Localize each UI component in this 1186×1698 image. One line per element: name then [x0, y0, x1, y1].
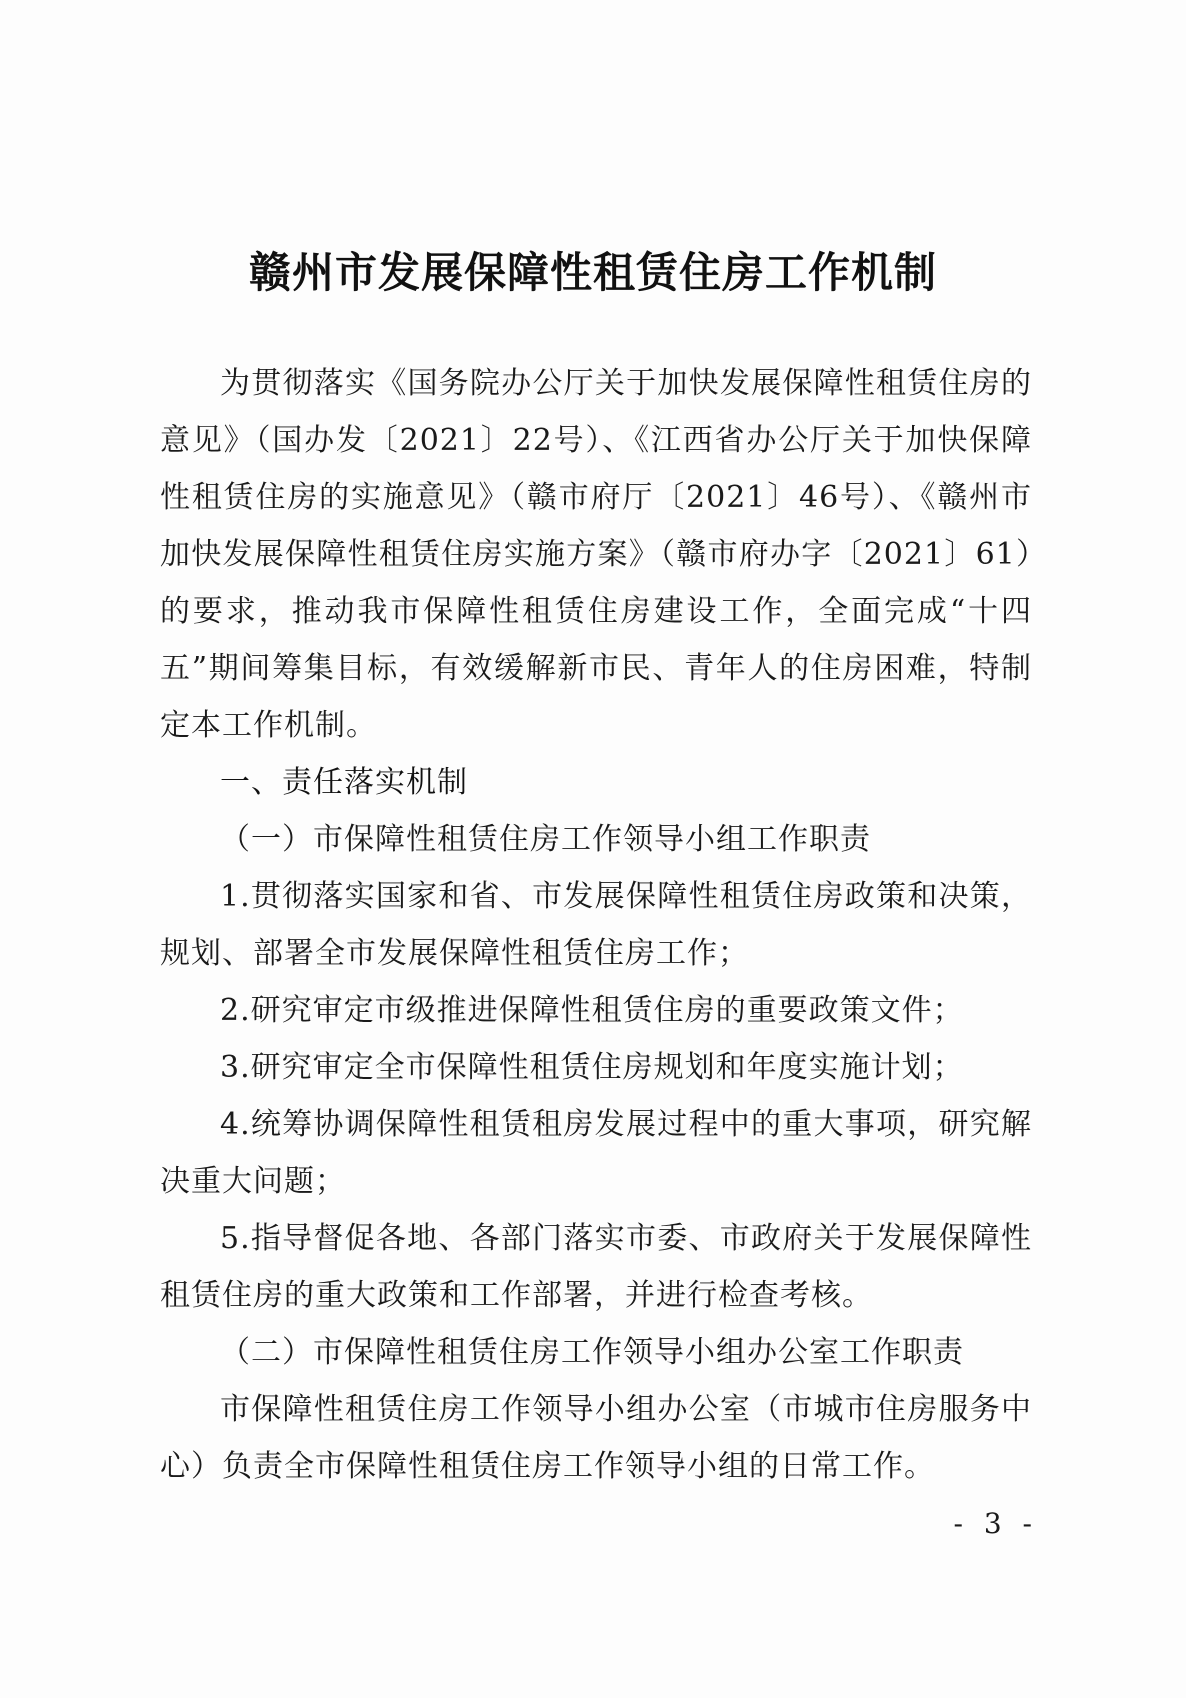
- list-item: 2.研究审定市级推进保障性租赁住房的重要政策文件；: [220, 993, 964, 1028]
- list-item: 1.贯彻落实国家和省、市发展保障性租赁住房政策和决策，规划、部署全市发展保障性租赁住房工作；: [160, 879, 1032, 971]
- subsection-heading-office: （二）市保障性租赁住房工作领导小组办公室工作职责: [220, 1335, 964, 1370]
- list-item: 5.指导督促各地、各部门落实市委、市政府关于发展保障性租赁住房的重大政策和工作部署，并进行检查考核。: [160, 1221, 1032, 1313]
- document-body: [160, 355, 1032, 1495]
- list-item: 4.统筹协调保障性租赁租房发展过程中的重大事项，研究解决重大问题；: [160, 1107, 1032, 1199]
- list-item: 3.研究审定全市保障性租赁住房规划和年度实施计划；: [220, 1050, 964, 1085]
- section-heading-responsibility: 一、责任落实机制: [220, 765, 468, 800]
- document-title: 赣州市发展保障性租赁住房工作机制: [248, 248, 937, 297]
- subsection-heading-leading-group: （一）市保障性租赁住房工作领导小组工作职责: [220, 822, 871, 857]
- intro-paragraph: 为贯彻落实《国务院办公厅关于加快发展保障性租赁住房的意见》（国办发〔2021〕22号）、《江西省办公厅关于加快保障性租赁住房的实施意见》（赣市府厅〔2021〕46号）、《赣州市加快发展保障性租赁住房实施方案》（赣市府办字〔2021〕61）的要求，推动我市保障性租赁住房建设工作，全面完成“十四五”期间筹集目标，有效缓解新市民、青年人的住房困难，特制定本工作机制。: [160, 366, 1032, 743]
- office-paragraph: 市保障性租赁住房工作领导小组办公室（市城市住房服务中心）负责全市保障性租赁住房工作领导小组的日常工作。: [160, 1392, 1032, 1484]
- page-number: - 3 -: [953, 1507, 1038, 1540]
